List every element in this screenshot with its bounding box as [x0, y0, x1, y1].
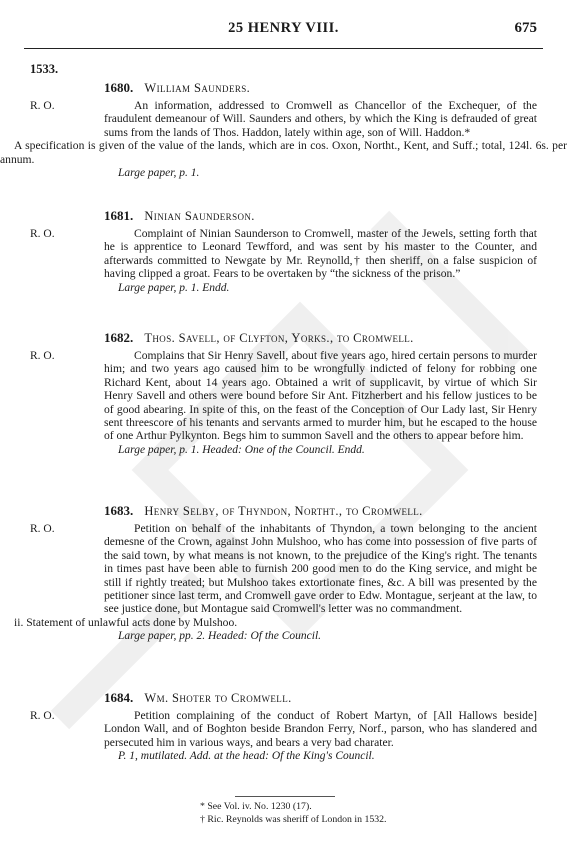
entry-title: Wm. Shoter to Cromwell. [144, 691, 292, 705]
entry-paragraph: Complaint of Ninian Saunderson to Cromwell, master of the Jewels, setting forth that he is apprentice to Leonard Tewfford, and was sent by his master to the Counter, and afterwards committed to Newgate by Mr. Reynolld,† then sheriff, on a false suspicion of having clipped a groat. Fears to be overtaken by “the sickness of the prison.” [104, 227, 537, 281]
entry-1681 [0, 208, 567, 295]
entry-note: Large paper, p. 1. Headed: One of the Council. Endd. [118, 443, 365, 456]
entry-heading [104, 690, 567, 706]
entry-number: 1683. [104, 503, 134, 518]
running-title: 25 HENRY VIII. [228, 20, 339, 36]
running-head [0, 20, 567, 44]
entry-paragraph: A specification is given of the value of the lands, which are in cos. Oxon, Northt., Kent, and Suff.; total, 124l. 6s. per annum. [0, 139, 567, 166]
entry-1684 [0, 690, 567, 763]
entry-title: Ninian Saunderson. [144, 209, 255, 223]
footnote: * See Vol. iv. No. 1230 (17). [200, 801, 312, 812]
source-marker: R. O. [30, 710, 55, 722]
entry-note: Large paper, pp. 2. Headed: Of the Council. [118, 630, 322, 643]
entry-paragraph: ii. Statement of unlawful acts done by Mulshoo. [14, 615, 238, 629]
year-marker: 1533. [30, 62, 59, 76]
entry-number: 1682. [104, 330, 134, 345]
entry-paragraph: An information, addressed to Cromwell as Chancellor of the Exchequer, of the fraudulent demeanour of Will. Saunders and others, by which the King is defrauded of great sums from the lands of Thos. Haddon, lately within age, son of Will. Haddon.* [104, 99, 537, 139]
entry-paragraph: Complains that Sir Henry Savell, about five years ago, hired certain persons to murder him; and two years ago caused him to be wrongfully indicted of felony for robbing one Richard Kent, about 14 years ago. Obtained a writ of supplicavit, by virtue of which Sir Henry Savell and others were bound before Sir Ant. Fitzherbert and his fellow justices to be of good abearing. In spite of this, on the feast of the Conception of Our Lady last, Sir Henry sent threescore of his tenants and servants armed to murder him, but he escaped to the house of one Arthur Pylkynton. Begs him to summon Savell and the others to appear before him. [104, 349, 537, 443]
entry-heading [104, 80, 567, 96]
entry-paragraph: Petition on behalf of the inhabitants of Thyndon, a town belonging to the ancient demesne of the Crown, against John Mulshoo, who has come into possession of five parts of the said town, by what means is not known, to the prejudice of the King's right. The tenants in times past have been able to furnish 200 good men to do the King service, and might be still if rightly treated; but Mulshoo takes extortionate fines, &c. A bill was presented by the petitioner since last term, and Cromwell gave order to Edw. Montague, serjeant at the law, to see justice done, but Montague said Cromwell's letter was no commandment. [104, 522, 537, 616]
entry-1680 [0, 80, 567, 180]
page-number: 675 [514, 20, 537, 36]
entry-paragraph: Petition complaining of the conduct of Robert Martyn, of [All Hallows beside] London Wall, and of Boghton beside Brandon Ferry, Norf., parson, who has slandered and persecuted him in various ways, and bears a very bad charater. [104, 709, 537, 749]
source-marker: R. O. [30, 228, 55, 240]
entry-heading [104, 503, 567, 519]
source-marker: R. O. [30, 100, 55, 112]
entry-title: Henry Selby, of Thyndon, Northt., to Cromwell. [144, 504, 423, 518]
entry-heading [104, 330, 567, 346]
entry-number: 1680. [104, 80, 134, 95]
entry-title: Thos. Savell, of Clyfton, Yorks., to Cromwell. [144, 331, 414, 345]
footnote-rule [235, 796, 335, 797]
entry-note: Large paper, p. 1. Endd. [118, 281, 230, 294]
entry-title: William Saunders. [144, 81, 251, 95]
entry-note: Large paper, p. 1. [118, 167, 200, 180]
entry-1683 [0, 503, 567, 643]
source-marker: R. O. [30, 523, 55, 535]
entry-heading [104, 208, 567, 224]
entry-note: P. 1, mutilated. Add. at the head: Of the King's Council. [118, 750, 375, 763]
footnote: † Ric. Reynolds was sheriff of London in 1532. [200, 814, 387, 825]
entry-number: 1684. [104, 690, 134, 705]
entry-1682 [0, 330, 567, 457]
header-rule [24, 48, 543, 49]
entry-number: 1681. [104, 208, 134, 223]
source-marker: R. O. [30, 350, 55, 362]
